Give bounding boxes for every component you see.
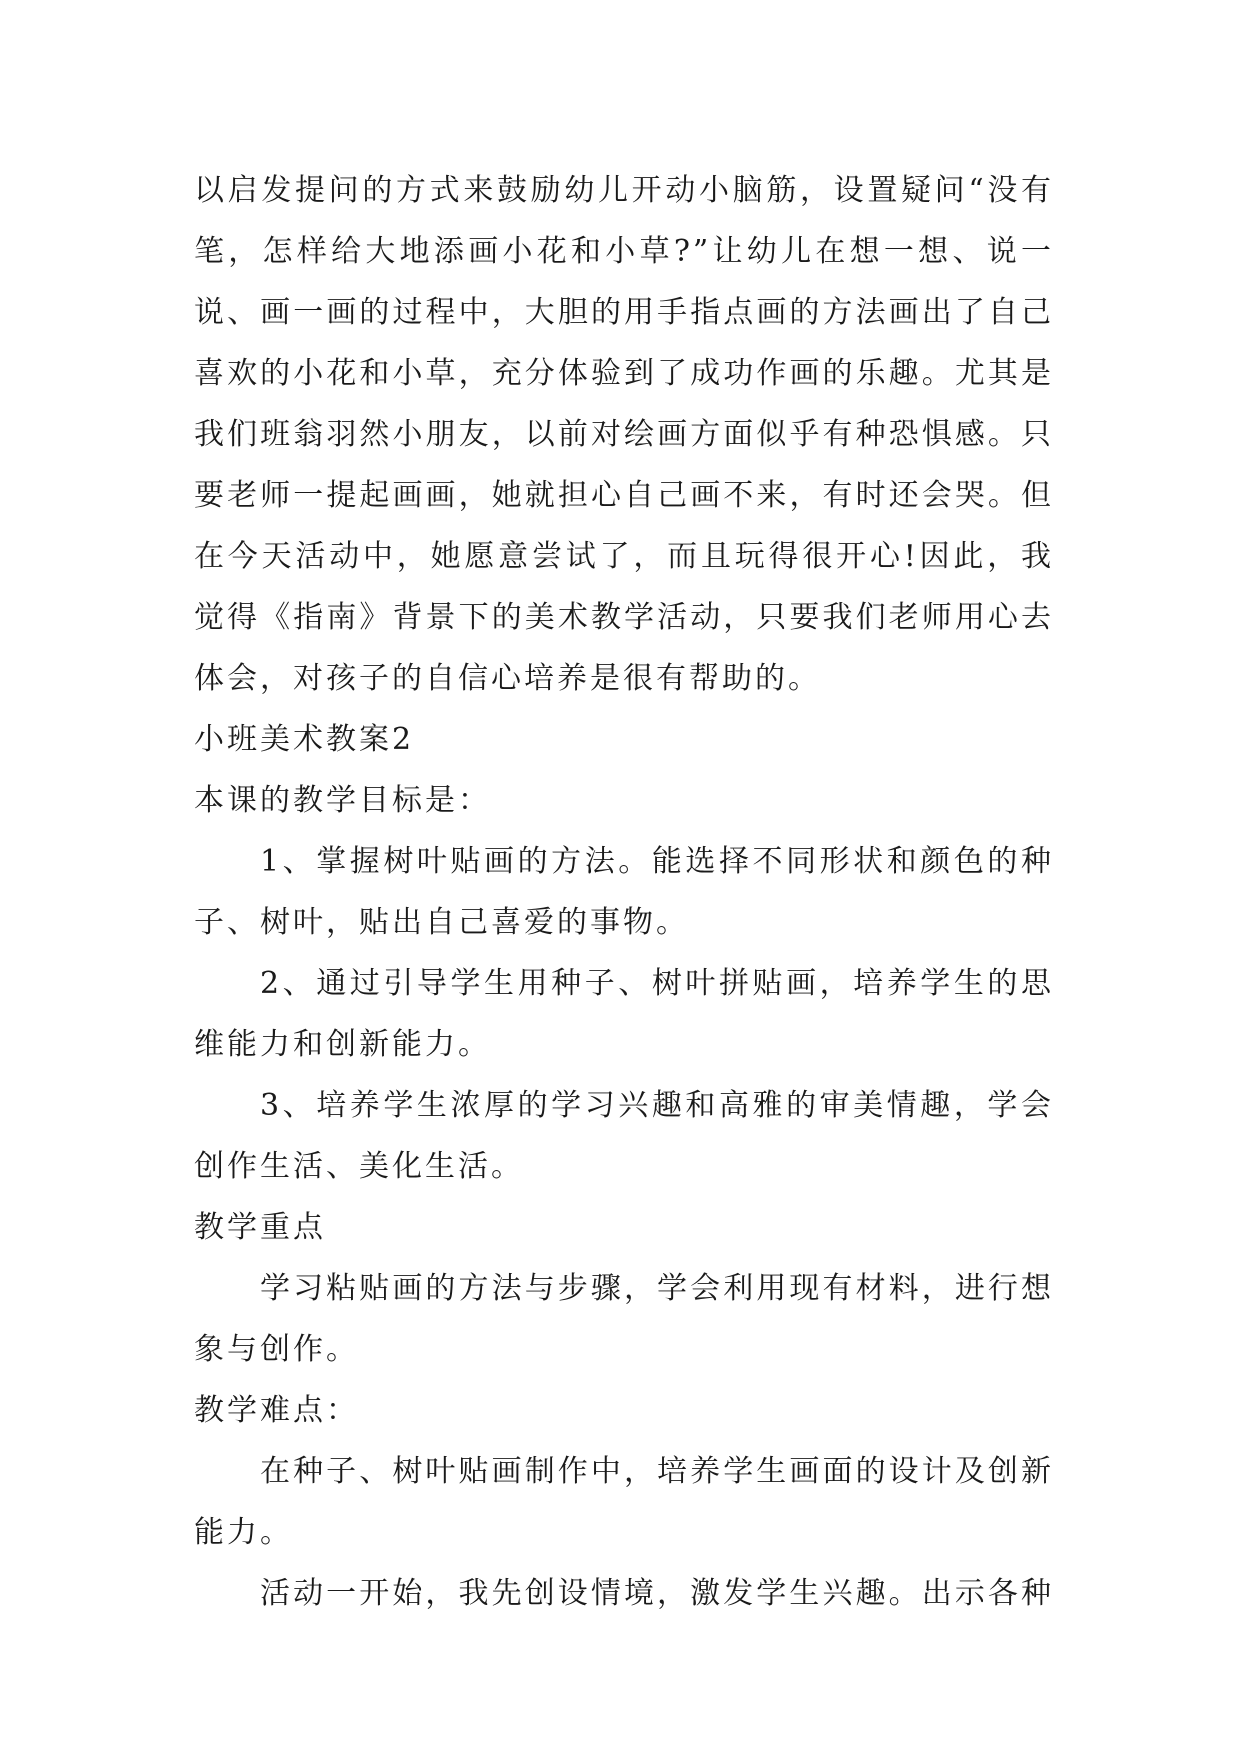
difficulty-heading: 教学难点： xyxy=(194,1393,359,1428)
text-line: 子、树叶，贴出自己喜爱的事物。 xyxy=(194,905,689,940)
text-line: 体会，对孩子的自信心培养是很有帮助的。 xyxy=(194,661,821,696)
goals-intro: 本课的教学目标是： xyxy=(194,783,491,818)
text-line: 能力。 xyxy=(194,1515,293,1550)
intro-paragraph xyxy=(194,160,1054,709)
activity-paragraph xyxy=(194,1563,1054,1624)
text-line: 1、掌握树叶贴画的方法。能选择不同形状和颜色的种 xyxy=(260,844,1054,879)
text-line: 活动一开始，我先创设情境，激发学生兴趣。出示各种 xyxy=(260,1576,1054,1611)
key-points-heading: 教学重点 xyxy=(194,1210,326,1245)
text-line: 笔，怎样给大地添画小花和小草?”让幼儿在想一想、说一 xyxy=(194,234,1054,269)
text-line: 要老师一提起画画，她就担心自己画不来，有时还会哭。但 xyxy=(194,478,1054,513)
text-line: 象与创作。 xyxy=(194,1332,359,1367)
text-line: 我们班翁羽然小朋友，以前对绘画方面似乎有种恐惧感。只 xyxy=(194,417,1054,452)
text-line: 2、通过引导学生用种子、树叶拼贴画，培养学生的思 xyxy=(260,966,1054,1001)
difficulty-paragraph xyxy=(194,1441,1054,1563)
text-line: 维能力和创新能力。 xyxy=(194,1027,491,1062)
text-line: 以启发提问的方式来鼓励幼儿开动小脑筋，设置疑问“没有 xyxy=(194,173,1054,208)
document-body xyxy=(194,160,1054,1624)
goal-3-paragraph xyxy=(194,1075,1054,1197)
text-line: 学习粘贴画的方法与步骤，学会利用现有材料，进行想 xyxy=(260,1271,1054,1306)
text-line: 3、培养学生浓厚的学习兴趣和高雅的审美情趣，学会 xyxy=(260,1088,1054,1123)
key-points-paragraph xyxy=(194,1258,1054,1380)
text-line: 在今天活动中，她愿意尝试了，而且玩得很开心!因此，我 xyxy=(194,539,1054,574)
goal-1-paragraph xyxy=(194,831,1054,953)
text-line: 觉得《指南》背景下的美术教学活动，只要我们老师用心去 xyxy=(194,600,1054,635)
goal-2-paragraph xyxy=(194,953,1054,1075)
text-line: 在种子、树叶贴画制作中，培养学生画面的设计及创新 xyxy=(260,1454,1054,1489)
text-line: 创作生活、美化生活。 xyxy=(194,1149,524,1184)
text-line: 说、画一画的过程中，大胆的用手指点画的方法画出了自己 xyxy=(194,295,1054,330)
text-line: 喜欢的小花和小草，充分体验到了成功作画的乐趣。尤其是 xyxy=(194,356,1054,391)
section-title: 小班美术教案2 xyxy=(194,722,415,757)
